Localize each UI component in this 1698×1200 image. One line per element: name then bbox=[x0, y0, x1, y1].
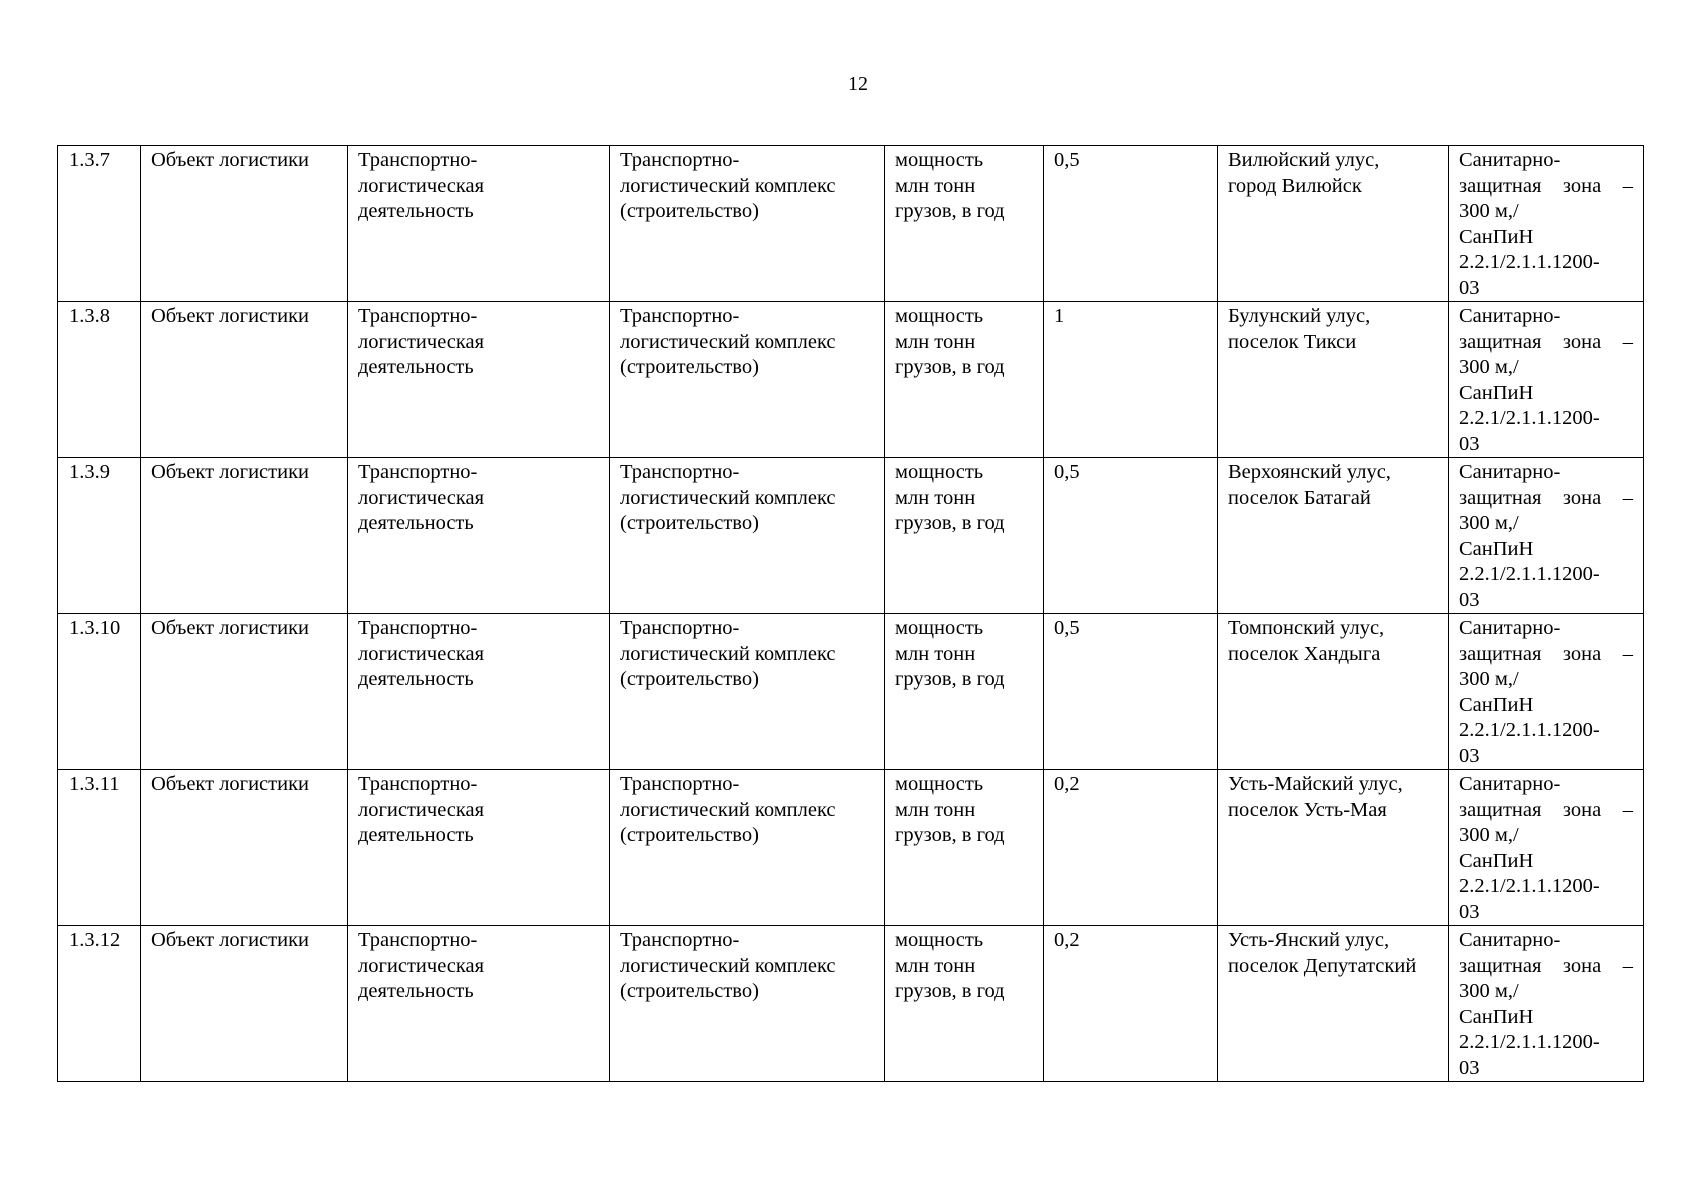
sanitary-zone-line: 2.2.1/2.1.1.1200- bbox=[1459, 1031, 1600, 1053]
activity-line: деятельность bbox=[358, 980, 474, 1002]
sanitary-zone-line: 300 м,/ bbox=[1459, 512, 1519, 534]
item-number-cell bbox=[58, 926, 141, 1082]
capacity-unit-line: мощность bbox=[895, 149, 984, 171]
facility-line: логистический комплекс bbox=[620, 642, 836, 665]
sanitary-zone-cell bbox=[1449, 458, 1644, 614]
sanitary-zone-line: 2.2.1/2.1.1.1200- bbox=[1459, 875, 1600, 897]
activity-line: логистическая bbox=[358, 330, 485, 353]
object-type-cell bbox=[141, 614, 348, 770]
object-type: Объект логистики bbox=[151, 617, 310, 639]
facility-cell bbox=[610, 770, 885, 926]
item-number-cell bbox=[58, 614, 141, 770]
object-type: Объект логистики bbox=[151, 149, 310, 171]
activity-line: логистическая bbox=[358, 798, 485, 821]
capacity-unit-line: мощность bbox=[895, 773, 984, 795]
object-type: Объект логистики bbox=[151, 305, 310, 327]
location-cell bbox=[1218, 614, 1449, 770]
capacity-value-cell bbox=[1044, 302, 1218, 458]
facility-cell bbox=[610, 146, 885, 302]
capacity-value: 0,5 bbox=[1054, 461, 1080, 483]
location-line: Томпонский улус, bbox=[1228, 617, 1385, 639]
sanitary-zone-line: 300 м,/ bbox=[1459, 980, 1519, 1002]
sanitary-zone-line: СанПиН bbox=[1459, 537, 1534, 560]
capacity-unit-line: мощность bbox=[895, 461, 984, 483]
capacity-unit-cell bbox=[885, 770, 1044, 926]
sanitary-zone-line: СанПиН bbox=[1459, 381, 1534, 404]
location-line: поселок Тикси bbox=[1228, 330, 1357, 353]
sanitary-zone-line: 300 м,/ bbox=[1459, 356, 1519, 378]
item-number-cell bbox=[58, 458, 141, 614]
sanitary-zone-line: СанПиН bbox=[1459, 225, 1534, 248]
activity-line: деятельность bbox=[358, 512, 474, 534]
capacity-unit-line: млн тонн bbox=[895, 954, 976, 977]
location-line: Верхоянский улус, bbox=[1228, 461, 1391, 483]
sanitary-zone-cell bbox=[1449, 614, 1644, 770]
location-line: поселок Батагай bbox=[1228, 486, 1371, 509]
object-type: Объект логистики bbox=[151, 461, 310, 483]
sanitary-zone-dash: – bbox=[1622, 486, 1633, 509]
sanitary-zone-word: зона bbox=[1562, 954, 1602, 977]
location-line: Булунский улус, bbox=[1228, 305, 1371, 327]
capacity-value: 0,5 bbox=[1054, 149, 1080, 171]
sanitary-zone-line: 300 м,/ bbox=[1459, 668, 1519, 690]
facility-line: (строительство) bbox=[620, 356, 759, 378]
item-number: 1.3.11 bbox=[69, 773, 120, 795]
logistics-objects-table bbox=[57, 145, 1644, 1082]
activity-cell bbox=[348, 302, 610, 458]
facility-line: (строительство) bbox=[620, 200, 759, 222]
sanitary-zone-line bbox=[1459, 954, 1635, 980]
facility-line: (строительство) bbox=[620, 668, 759, 690]
facility-line: Транспортно- bbox=[620, 461, 740, 483]
capacity-value: 0,2 bbox=[1054, 929, 1080, 951]
sanitary-zone-line: СанПиН bbox=[1459, 693, 1534, 716]
capacity-unit-cell bbox=[885, 302, 1044, 458]
sanitary-zone-cell bbox=[1449, 146, 1644, 302]
sanitary-zone-word: зона bbox=[1562, 486, 1602, 509]
capacity-unit-line: мощность bbox=[895, 929, 984, 951]
sanitary-zone-line: 03 bbox=[1459, 1056, 1480, 1079]
object-type-cell bbox=[141, 770, 348, 926]
sanitary-zone-cell bbox=[1449, 302, 1644, 458]
object-type: Объект логистики bbox=[151, 929, 310, 951]
item-number: 1.3.8 bbox=[69, 305, 110, 327]
capacity-unit-line: грузов, в год bbox=[895, 200, 1005, 222]
activity-line: деятельность bbox=[358, 356, 474, 378]
item-number-cell bbox=[58, 302, 141, 458]
sanitary-zone-dash: – bbox=[1622, 330, 1633, 353]
capacity-unit-line: грузов, в год bbox=[895, 356, 1005, 378]
facility-line: Транспортно- bbox=[620, 773, 740, 795]
sanitary-zone-dash: – bbox=[1622, 174, 1633, 197]
facility-line: логистический комплекс bbox=[620, 174, 836, 197]
sanitary-zone-word: зона bbox=[1562, 174, 1602, 197]
sanitary-zone-line: Санитарно- bbox=[1459, 149, 1561, 171]
item-number: 1.3.10 bbox=[69, 617, 121, 639]
capacity-unit-cell bbox=[885, 926, 1044, 1082]
sanitary-zone-line: 2.2.1/2.1.1.1200- bbox=[1459, 407, 1600, 429]
sanitary-zone-line: 300 м,/ bbox=[1459, 824, 1519, 846]
capacity-unit-line: млн тонн bbox=[895, 642, 976, 665]
capacity-unit-cell bbox=[885, 146, 1044, 302]
facility-line: (строительство) bbox=[620, 980, 759, 1002]
activity-line: Транспортно- bbox=[358, 461, 478, 483]
sanitary-zone-line: Санитарно- bbox=[1459, 461, 1561, 483]
activity-cell bbox=[348, 926, 610, 1082]
item-number: 1.3.9 bbox=[69, 461, 110, 483]
capacity-unit-line: млн тонн bbox=[895, 798, 976, 821]
capacity-value-cell bbox=[1044, 458, 1218, 614]
activity-cell bbox=[348, 614, 610, 770]
facility-line: логистический комплекс bbox=[620, 330, 836, 353]
location-line: Усть-Янский улус, bbox=[1228, 929, 1390, 951]
activity-line: деятельность bbox=[358, 824, 474, 846]
capacity-unit-line: грузов, в год bbox=[895, 980, 1005, 1002]
activity-line: логистическая bbox=[358, 174, 485, 197]
facility-line: логистический комплекс bbox=[620, 954, 836, 977]
activity-line: логистическая bbox=[358, 642, 485, 665]
item-number: 1.3.12 bbox=[69, 929, 121, 951]
sanitary-zone-line: 03 bbox=[1459, 276, 1480, 299]
item-number-cell bbox=[58, 146, 141, 302]
sanitary-zone-line: 2.2.1/2.1.1.1200- bbox=[1459, 719, 1600, 741]
sanitary-zone-line: Санитарно- bbox=[1459, 617, 1561, 639]
facility-line: Транспортно- bbox=[620, 929, 740, 951]
sanitary-zone-line: 03 bbox=[1459, 432, 1480, 455]
object-type-cell bbox=[141, 302, 348, 458]
capacity-unit-line: мощность bbox=[895, 305, 984, 327]
capacity-value-cell bbox=[1044, 146, 1218, 302]
sanitary-zone-dash: – bbox=[1622, 954, 1633, 977]
capacity-unit-line: грузов, в год bbox=[895, 512, 1005, 534]
sanitary-zone-word: защитная bbox=[1459, 486, 1542, 509]
capacity-unit-line: грузов, в год bbox=[895, 824, 1005, 846]
sanitary-zone-line bbox=[1459, 642, 1635, 668]
item-number-cell bbox=[58, 770, 141, 926]
sanitary-zone-line: 03 bbox=[1459, 588, 1480, 611]
activity-line: Транспортно- bbox=[358, 305, 478, 327]
facility-line: (строительство) bbox=[620, 512, 759, 534]
sanitary-zone-dash: – bbox=[1622, 642, 1633, 665]
location-line: Усть-Майский улус, bbox=[1228, 773, 1403, 795]
table-row bbox=[58, 926, 1644, 1082]
page-number: 12 bbox=[848, 73, 868, 95]
sanitary-zone-line bbox=[1459, 486, 1635, 512]
table-row bbox=[58, 302, 1644, 458]
sanitary-zone-word: защитная bbox=[1459, 330, 1542, 353]
location-line: поселок Депутатский bbox=[1228, 954, 1417, 977]
sanitary-zone-line bbox=[1459, 174, 1635, 200]
facility-line: Транспортно- bbox=[620, 149, 740, 171]
capacity-unit-line: грузов, в год bbox=[895, 668, 1005, 690]
capacity-value-cell bbox=[1044, 926, 1218, 1082]
capacity-unit-line: мощность bbox=[895, 617, 984, 639]
activity-cell bbox=[348, 146, 610, 302]
activity-line: Транспортно- bbox=[358, 617, 478, 639]
sanitary-zone-line: Санитарно- bbox=[1459, 929, 1561, 951]
sanitary-zone-line: 2.2.1/2.1.1.1200- bbox=[1459, 251, 1600, 273]
sanitary-zone-word: защитная bbox=[1459, 642, 1542, 665]
sanitary-zone-line bbox=[1459, 330, 1635, 356]
sanitary-zone-word: зона bbox=[1562, 330, 1602, 353]
location-line: поселок Хандыга bbox=[1228, 642, 1381, 665]
table-row bbox=[58, 614, 1644, 770]
location-cell bbox=[1218, 458, 1449, 614]
capacity-value: 0,5 bbox=[1054, 617, 1080, 639]
sanitary-zone-line: 2.2.1/2.1.1.1200- bbox=[1459, 563, 1600, 585]
location-cell bbox=[1218, 926, 1449, 1082]
location-line: поселок Усть-Мая bbox=[1228, 798, 1387, 821]
facility-line: логистический комплекс bbox=[620, 798, 836, 821]
sanitary-zone-line: 03 bbox=[1459, 744, 1480, 767]
facility-line: логистический комплекс bbox=[620, 486, 836, 509]
sanitary-zone-line: 03 bbox=[1459, 900, 1480, 923]
sanitary-zone-line: СанПиН bbox=[1459, 1005, 1534, 1028]
table-row bbox=[58, 458, 1644, 614]
location-cell bbox=[1218, 770, 1449, 926]
capacity-value: 0,2 bbox=[1054, 773, 1080, 795]
sanitary-zone-dash: – bbox=[1622, 798, 1633, 821]
object-type-cell bbox=[141, 926, 348, 1082]
activity-line: Транспортно- bbox=[358, 773, 478, 795]
location-cell bbox=[1218, 146, 1449, 302]
table-row bbox=[58, 146, 1644, 302]
activity-line: логистическая bbox=[358, 486, 485, 509]
sanitary-zone-cell bbox=[1449, 926, 1644, 1082]
object-type: Объект логистики bbox=[151, 773, 310, 795]
activity-line: деятельность bbox=[358, 668, 474, 690]
activity-line: Транспортно- bbox=[358, 149, 478, 171]
sanitary-zone-line: Санитарно- bbox=[1459, 773, 1561, 795]
facility-line: Транспортно- bbox=[620, 305, 740, 327]
table-body bbox=[58, 146, 1644, 1082]
capacity-unit-line: млн тонн bbox=[895, 486, 976, 509]
object-type-cell bbox=[141, 458, 348, 614]
capacity-unit-line: млн тонн bbox=[895, 330, 976, 353]
sanitary-zone-word: зона bbox=[1562, 642, 1602, 665]
capacity-value-cell bbox=[1044, 614, 1218, 770]
facility-line: Транспортно- bbox=[620, 617, 740, 639]
location-line: Вилюйский улус, bbox=[1228, 149, 1380, 171]
sanitary-zone-word: зона bbox=[1562, 798, 1602, 821]
location-line: город Вилюйск bbox=[1228, 174, 1362, 197]
capacity-unit-cell bbox=[885, 458, 1044, 614]
item-number: 1.3.7 bbox=[69, 149, 110, 171]
facility-cell bbox=[610, 926, 885, 1082]
sanitary-zone-line: СанПиН bbox=[1459, 849, 1534, 872]
activity-line: логистическая bbox=[358, 954, 485, 977]
activity-line: Транспортно- bbox=[358, 929, 478, 951]
sanitary-zone-line: 300 м,/ bbox=[1459, 200, 1519, 222]
capacity-unit-cell bbox=[885, 614, 1044, 770]
sanitary-zone-line: Санитарно- bbox=[1459, 305, 1561, 327]
sanitary-zone-word: защитная bbox=[1459, 174, 1542, 197]
facility-cell bbox=[610, 458, 885, 614]
sanitary-zone-word: защитная bbox=[1459, 798, 1542, 821]
activity-line: деятельность bbox=[358, 200, 474, 222]
object-type-cell bbox=[141, 146, 348, 302]
activity-cell bbox=[348, 770, 610, 926]
location-cell bbox=[1218, 302, 1449, 458]
sanitary-zone-cell bbox=[1449, 770, 1644, 926]
sanitary-zone-line bbox=[1459, 798, 1635, 824]
sanitary-zone-word: защитная bbox=[1459, 954, 1542, 977]
activity-cell bbox=[348, 458, 610, 614]
capacity-value-cell bbox=[1044, 770, 1218, 926]
capacity-unit-line: млн тонн bbox=[895, 174, 976, 197]
facility-cell bbox=[610, 302, 885, 458]
facility-line: (строительство) bbox=[620, 824, 759, 846]
table-row bbox=[58, 770, 1644, 926]
capacity-value: 1 bbox=[1054, 305, 1065, 327]
facility-cell bbox=[610, 614, 885, 770]
